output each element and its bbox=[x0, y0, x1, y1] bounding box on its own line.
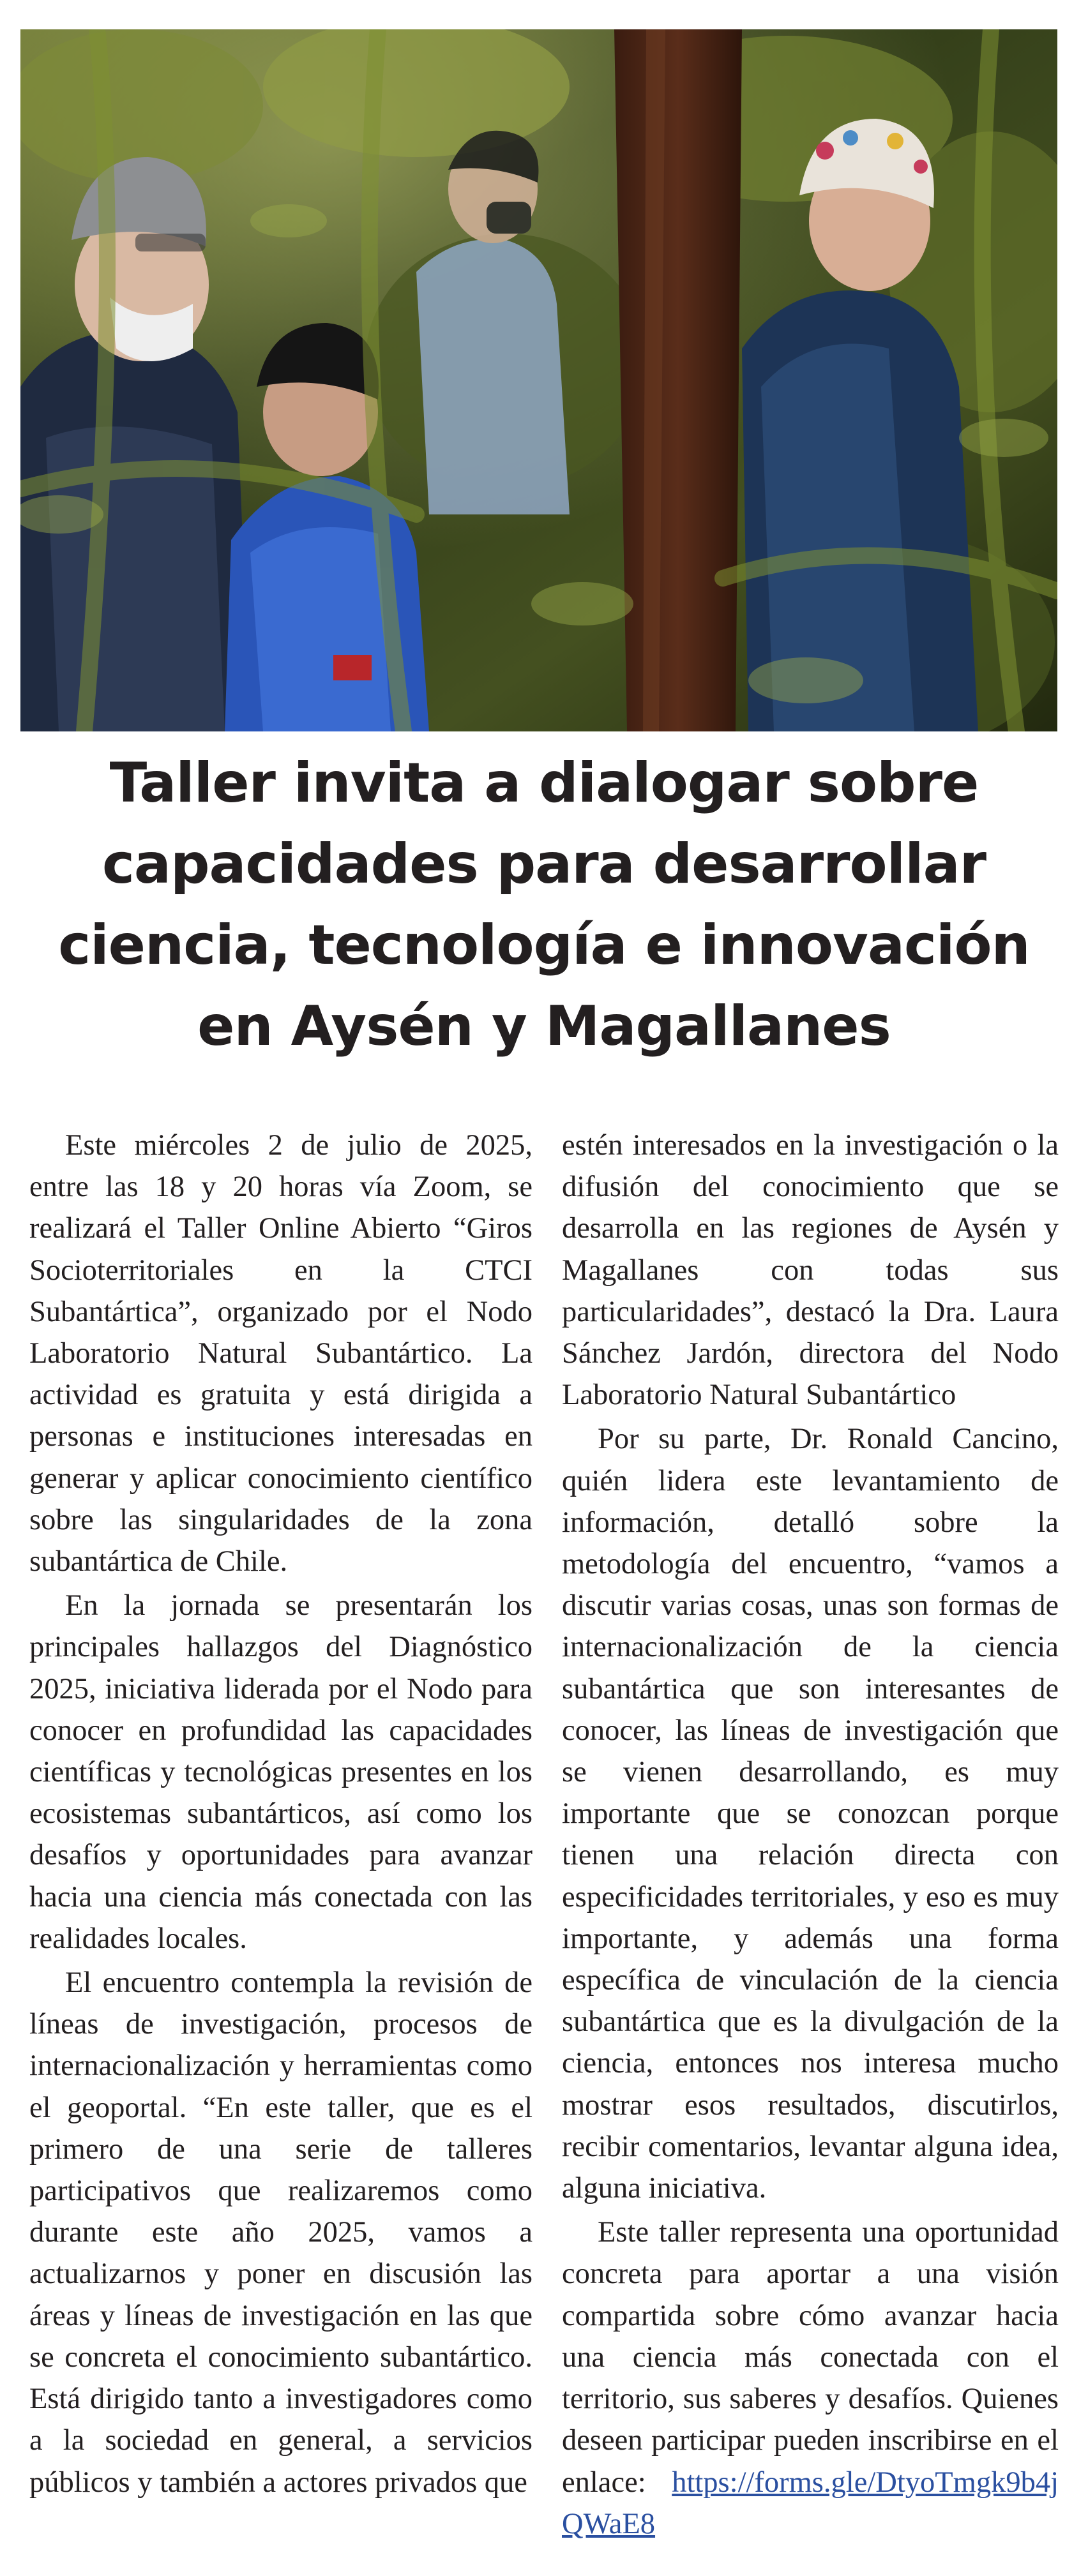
paragraph-2: En la jornada se presentarán los principales hallazgos del Diagnóstico 2025, iniciativa liderada por el Nodo para conocer en profundidad las capacidades científicas y tecnológicas presentes en los ecosistemas subantárticos, así como los desafíos y oportunidades para avanzar hacia una ciencia más conectada con las realidades locales. bbox=[29, 1589, 533, 1955]
paragraph-4: Por su parte, Dr. Ronald Cancino, quién lidera este levantamiento de información, detalló sobre la metodología del encuentro, “vamos a discutir varias cosas, unas son formas de internacionalización de la ciencia subantártica que son interesantes de conocer, las líneas de investigación que se vienen desarrollando, es muy importante que se conozcan porque tienen una relación directa con especificidades territoriales, y eso es muy importante, y además una forma específica de vinculación de la ciencia subantártica que es la divulgación de la ciencia, entonces nos interesa mucho mostrar esos resultados, discutirlos, recibir comentarios, levantar alguna idea, alguna iniciativa. bbox=[562, 1423, 1059, 2205]
tree-trunk bbox=[614, 29, 742, 731]
article-headline bbox=[19, 734, 1069, 1091]
forest-photo-illustration bbox=[20, 29, 1057, 731]
headline-line-4: en Aysén y Magallanes bbox=[197, 994, 891, 1058]
headline-line-2: capacidades para desarrollar bbox=[102, 832, 986, 896]
paragraph-3: El encuentro contempla la revisión de líneas de investigación, procesos de internacionalización y herramientas como el geoportal. “En este taller, que es el primero de una serie de talleres participativos que realizaremos como durante este año 2025, vamos a actualizarnos y poner en discusión las áreas y líneas de investigación en las que se concreta el conocimiento subantártico. Está dirigido tanto a investigadores como a la sociedad en general, a servicios públicos y también a actores privados que bbox=[29, 1966, 533, 2499]
paragraph-3-continued: estén interesados en la investigación o la difusión del conocimiento que se desarrolla en las regiones de Aysén y Magallanes con todas sus particularidades”, destacó la Dra. Laura Sánchez Jardón, directora del Nodo Laboratorio Natural Subantártico bbox=[562, 1129, 1059, 1412]
registration-link[interactable]: https://forms.gle/DtyoTmgk9b4jQWaE8 bbox=[562, 2466, 1059, 2540]
paragraph-1: Este miércoles 2 de julio de 2025, entre las 18 y 20 horas vía Zoom, se realizará el Taller Online Abierto “Giros Socioterritoriales en la CTCI Subantártica”, organizado por el Nodo Laboratorio Natural Subantártico. La actividad es gratuita y está dirigida a personas e instituciones interesadas en generar y aplicar conocimiento científico sobre las singularidades de la zona subantártica de Chile. bbox=[29, 1129, 533, 1578]
headline-line-3: ciencia, tecnología e innovación bbox=[58, 913, 1030, 977]
paragraph-5 bbox=[562, 2212, 1059, 2545]
article-column-right bbox=[562, 1125, 1059, 2547]
headline-line-1: Taller invita a dialogar sobre bbox=[109, 751, 979, 815]
article-column-left bbox=[29, 1125, 533, 2506]
paragraph-5-text: Este taller representa una oportunidad concreta para aportar a una visión compartida sobre cómo avanzar hacia una ciencia más conectada con el territorio, sus saberes y desafíos. Quienes deseen participar pueden inscribirse en el enlace: bbox=[562, 2216, 1059, 2499]
article-photo bbox=[20, 29, 1057, 731]
